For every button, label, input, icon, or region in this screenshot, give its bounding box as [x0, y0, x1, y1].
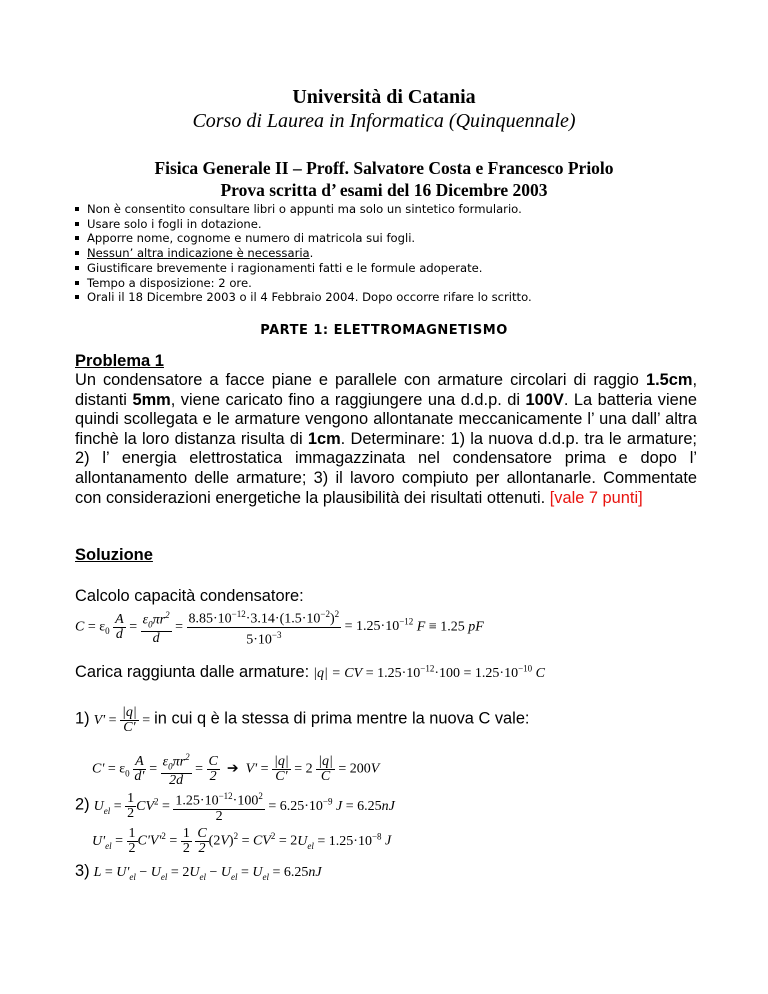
points-label: [vale 7 punti] — [549, 488, 643, 507]
capacity-label: Calcolo capacità condensatore: — [75, 587, 304, 605]
step3-line: 3) $L = U'_{el} - U_{el} = 2U_{el} - U_{el} = U_{el} = 6.25nJ$ — [75, 862, 322, 882]
course-title: Corso di Laurea in Informatica (Quinquennale) — [192, 110, 576, 132]
rule-item: Non è consentito consultare libri o appunti ma solo un sintetico formulario. — [75, 202, 532, 217]
radius-value: 1.5cm — [645, 371, 693, 389]
distance-value: 5mm — [132, 390, 171, 409]
problem-text-part: . Determinare: 1) la nuova d.d.p. tra le armature; 2) l’ energia elettrostatica immagazzinata nel condensatore prima e dopo l’ allontanamento delle armature; 3) il lavoro compiuto per allontanarle. Commentate con considerazioni energetiche la plausibilità dei risultati ottenuti. — [75, 429, 697, 507]
step2-label: 2) — [75, 795, 90, 814]
exam-title: Prova scritta d’ esami del 16 Dicembre 2003 — [220, 180, 548, 200]
step1-text: in cui q è la stessa di prima mentre la nuova C vale: — [154, 709, 530, 728]
solution-heading: Soluzione — [75, 546, 153, 564]
new-distance-value: 1cm — [307, 429, 341, 448]
charge-line: Carica raggiunta dalle armature: |q| = CV = $1.25\cdot 10^{-12}\cdot 100 = 1.25\cdot 10^{-10}$ C — [75, 663, 545, 681]
problem-text-part: , distanti — [75, 371, 697, 409]
step3-label: 3) — [75, 862, 90, 880]
voltage-value: 100V — [525, 390, 564, 409]
rules-list — [75, 202, 532, 305]
rule-underlined-text: Nessun’ altra indicazione è necessaria — [87, 246, 310, 261]
subject-title: Fisica Generale II – Proff. Salvatore Costa e Francesco Priolo — [154, 158, 614, 178]
step1-line: 1) V' = $\frac{|q|}{C'}$ = in cui q è la stessa di prima mentre la nuova C vale: — [75, 705, 530, 735]
capacity-formula: $C = \varepsilon_0$ $\frac{A}{d}$ = $\frac{\varepsilon_0\pi r^2}{d}$ = $\frac{8.85\cdot 10^{-12}\cdot 3.14\cdot(1.5\cdot 10^{-2})^2}{5\cdot 10^{-3}}$ = $1.25\cdot 10^{-12}$ F ≡ 1.25 pF — [75, 609, 484, 648]
rule-item: Giustificare brevemente i ragionamenti fatti e le formule adoperate. — [75, 261, 532, 276]
energy-after-formula: $U'_{el}$ = $\frac{1}{2}$ $C'V'^2$ = $\frac{1}{2}$ $\frac{C}{2}$ $(2V)^2 = CV^2 = 2U_{el} = 1.25\cdot 10^{-8}$ J — [92, 826, 392, 856]
arrow-icon: ➔ — [226, 761, 239, 777]
problem-heading: Problema 1 — [75, 352, 164, 370]
new-capacity-formula: $C' = \varepsilon_0$ $\frac{A}{d'}$ = $\frac{\varepsilon_0\pi r^2}{2d}$ = $\frac{C}{2}$ ➔ V' = $\frac{|q|}{C'}$ = 2 $\frac{|q|}{C}$ = 200V — [92, 752, 380, 789]
rule-item: Nessun’ altra indicazione è necessaria. — [75, 246, 532, 261]
rule-item: Usare solo i fogli in dotazione. — [75, 217, 532, 232]
problem-text-part: , viene caricato fino a raggiungere una d.d.p. di — [170, 390, 526, 409]
problem-text-part: . La batteria viene quindi scollegata e le armature vengono allontanate meccanicamente l’ una dall’ altra finchè la loro distanza risulta di — [75, 390, 697, 448]
problem-text — [75, 371, 697, 508]
charge-label: Carica raggiunta dalle armature: — [75, 663, 310, 681]
step1-label: 1) — [75, 709, 90, 728]
rule-item: Apporre nome, cognome e numero di matricola sui fogli. — [75, 231, 532, 246]
university-title: Università di Catania — [292, 86, 476, 108]
rule-item: Tempo a disposizione: 2 ore. — [75, 276, 532, 291]
section-heading: PARTE 1: ELETTROMAGNETISMO — [260, 323, 508, 338]
rule-item: Orali il 18 Dicembre 2003 o il 4 Febbraio 2004. Dopo occorre rifare lo scritto. — [75, 290, 532, 305]
step2-line: 2) $U_{el}$ = $\frac{1}{2}$ $CV^2$ = $\frac{1.25\cdot 10^{-12}\cdot 100^2}{2}$ = $6.25\cdot 10^{-9}$ J = 6.25nJ — [75, 790, 395, 824]
problem-text-part: Un condensatore a facce piane e parallele con armature circolari di raggio — [75, 371, 646, 389]
